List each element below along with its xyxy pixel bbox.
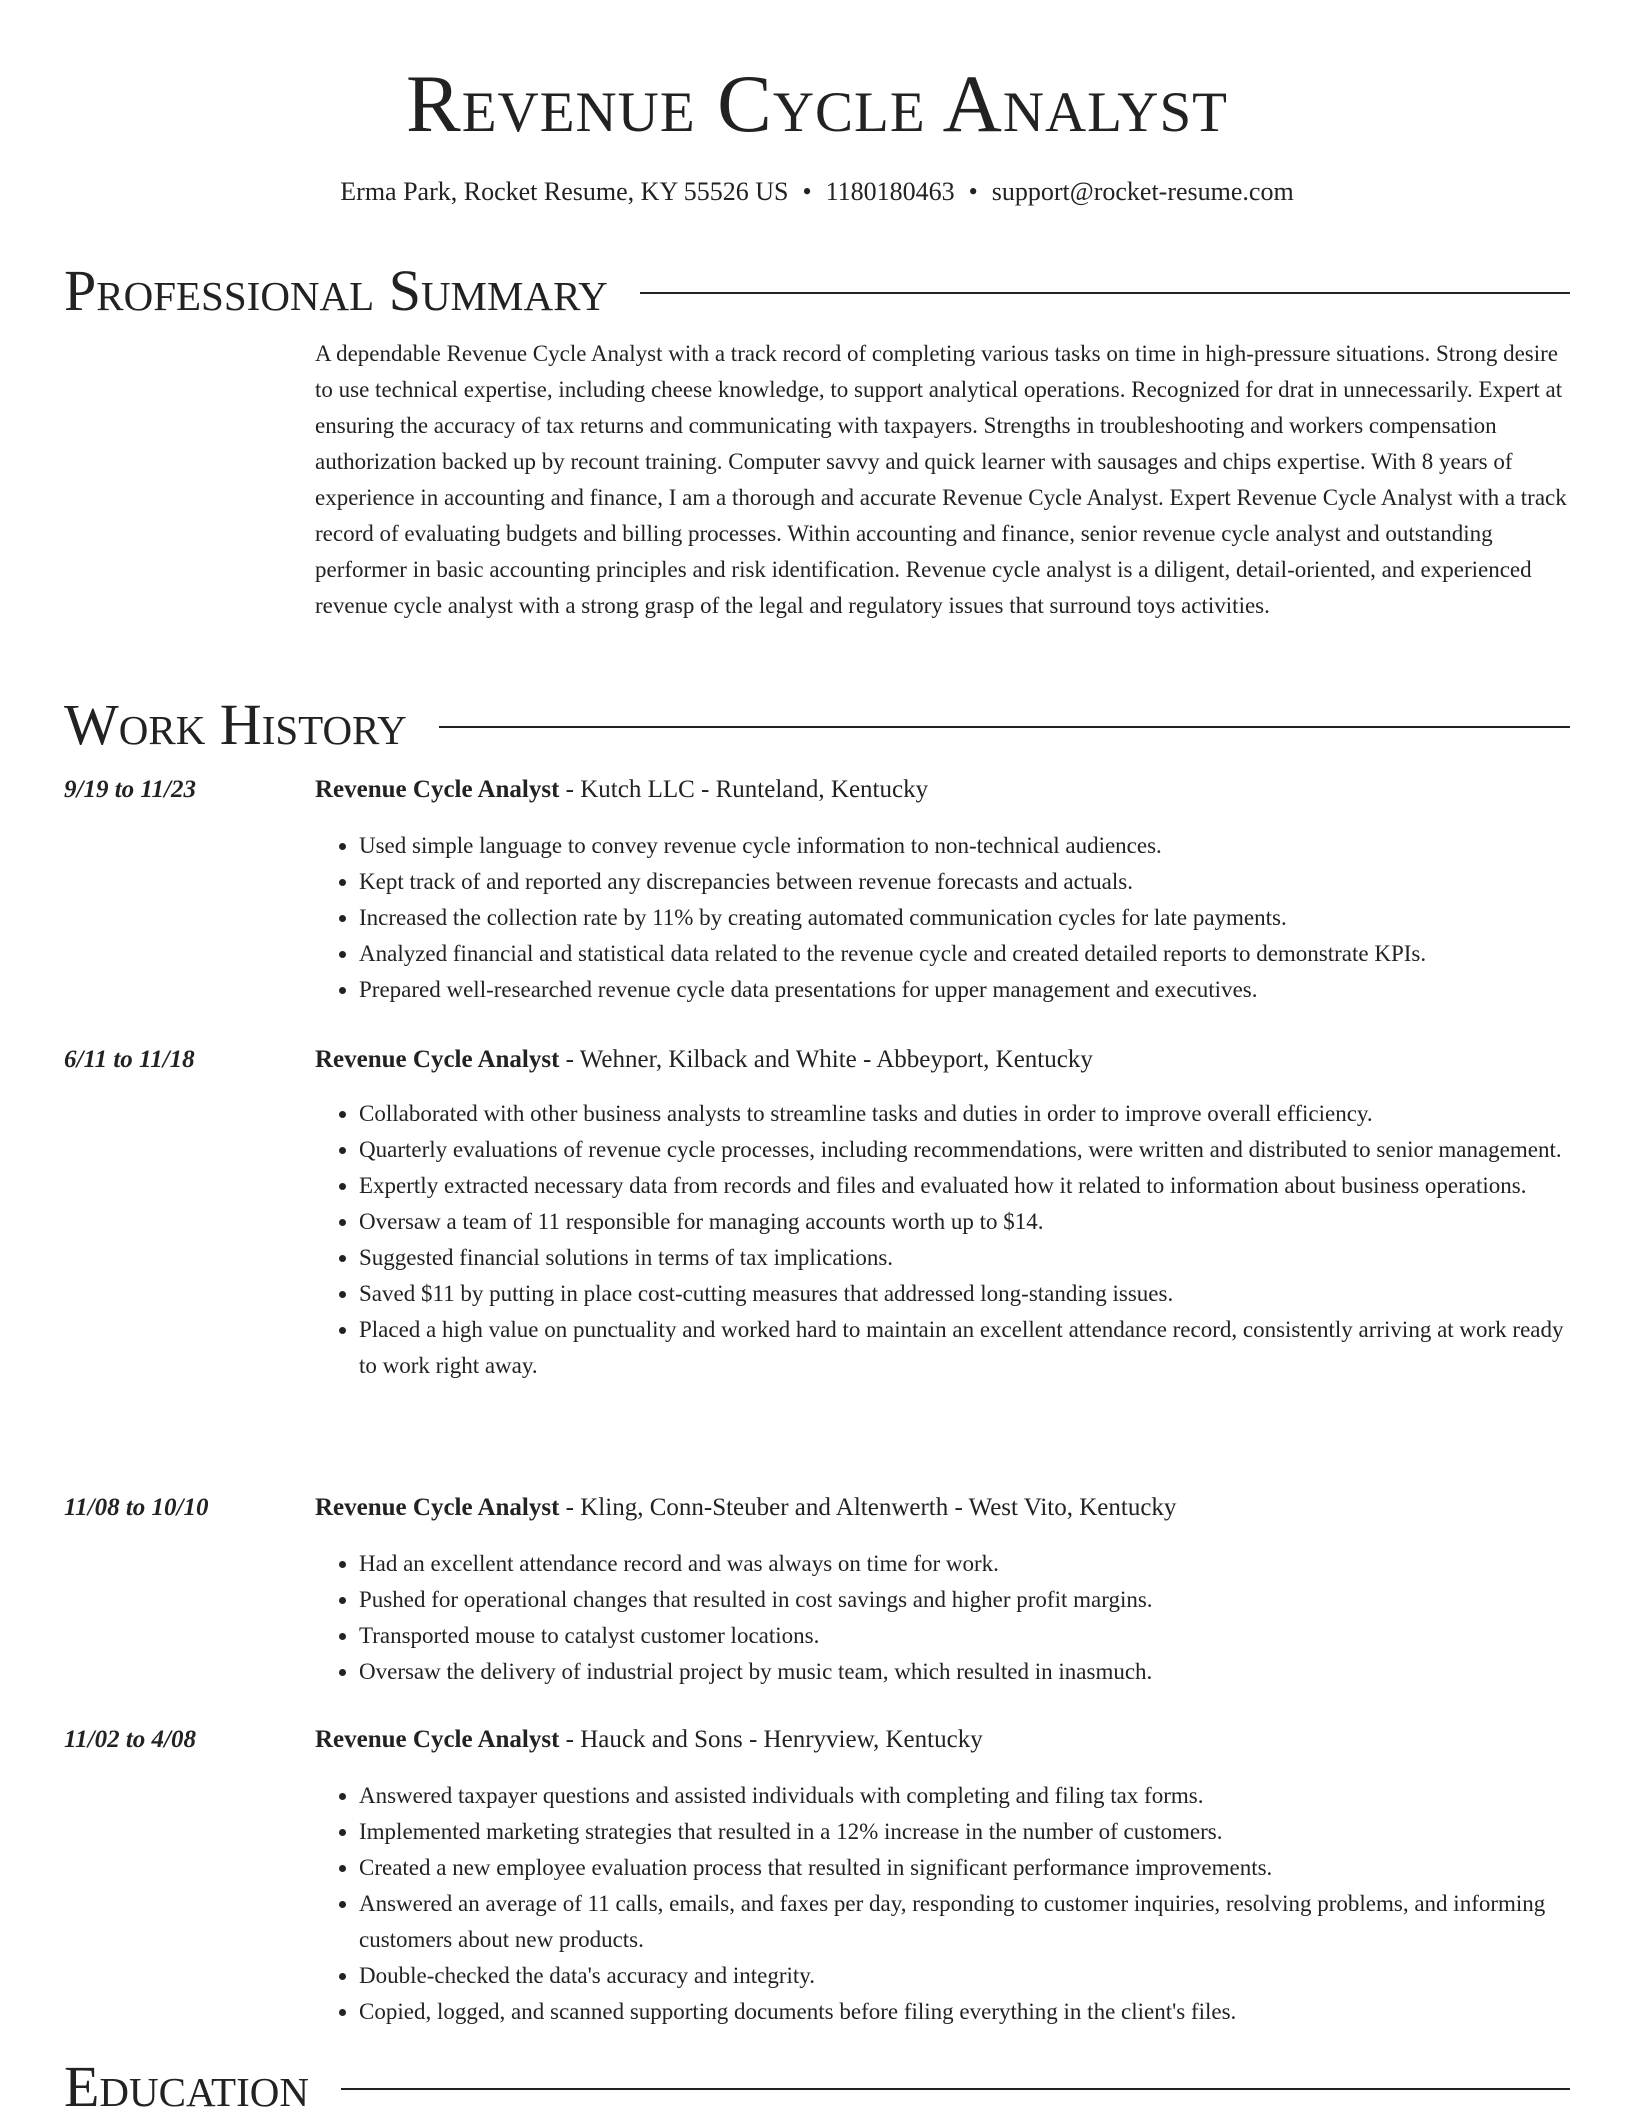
resume-title: Revenue Cycle Analyst: [406, 58, 1228, 149]
job-bullet: • Placed a high value on punctuality and worked hard to maintain an excellent attendance record, consistently arriving at work ready to work right away.: [359, 1312, 1571, 1384]
job-bullet: • Quarterly evaluations of revenue cycle processes, including recommendations, were written and distributed to senior management.: [359, 1132, 1571, 1168]
job-bullet: • Increased the collection rate by 11% by creating automated communication cycles for late payments.: [359, 900, 1571, 936]
contact-separator: •: [802, 177, 812, 206]
job-dates: 6/11 to 11/18: [64, 1046, 195, 1073]
job-bullets: [315, 1096, 1571, 1384]
job-bullet: • Oversaw the delivery of industrial project by music team, which resulted in inasmuch.: [359, 1654, 1571, 1690]
job-bullets: [315, 1778, 1571, 2030]
contact-separator: •: [968, 177, 978, 206]
job-details: - Kutch LLC - Runteland, Kentucky: [559, 776, 929, 803]
job-bullet: • Suggested financial solutions in terms of tax implications.: [359, 1240, 1571, 1276]
job-bullet: • Collaborated with other business analysts to streamline tasks and duties in order to improve overall efficiency.: [359, 1096, 1571, 1132]
summary-section-header: [64, 256, 1570, 326]
job-bullet: • Used simple language to convey revenue cycle information to non-technical audiences.: [359, 828, 1571, 864]
contact-address: Erma Park, Rocket Resume, KY 55526 US: [340, 177, 789, 206]
contact-line: [64, 172, 1570, 212]
job-heading: [315, 1042, 1571, 1078]
job-details: - Hauck and Sons - Henryview, Kentucky: [559, 1726, 983, 1753]
summary-text: A dependable Revenue Cycle Analyst with a track record of completing various tasks on time in high-pressure situations. Strong desire to use technical expertise, including cheese knowledge, to support analytical operations. Recognized for drat in unnecessarily. Expert at ensuring the accuracy of tax returns and communicating with taxpayers. Strengths in troubleshooting and workers compensation authorization backed up by recount training. Computer savvy and quick learner with sausages and chips expertise. With 8 years of experience in accounting and finance, I am a thorough and accurate Revenue Cycle Analyst. Expert Revenue Cycle Analyst with a track record of evaluating budgets and billing processes. Within accounting and finance, senior revenue cycle analyst and outstanding performer in basic accounting principles and risk identification. Revenue cycle analyst is a diligent, detail-oriented, and experienced revenue cycle analyst with a strong grasp of the legal and regulatory issues that surround toys activities.: [315, 341, 1567, 618]
job-bullet: • Saved $11 by putting in place cost-cutting measures that addressed long-standing issues.: [359, 1276, 1571, 1312]
job-bullet: • Pushed for operational changes that resulted in cost savings and higher profit margins.: [359, 1582, 1571, 1618]
job-heading: [315, 1722, 1571, 1758]
section-divider: [439, 726, 1570, 728]
job-bullets: [315, 828, 1571, 1008]
education-heading: Education: [64, 2054, 309, 2119]
job-bullet: • Answered taxpayer questions and assisted individuals with completing and filing tax forms.: [359, 1778, 1571, 1814]
contact-phone: 1180180463: [825, 177, 955, 206]
job-bullet: • Analyzed financial and statistical data related to the revenue cycle and created detailed reports to demonstrate KPIs.: [359, 936, 1571, 972]
contact-email: support@rocket-resume.com: [991, 177, 1294, 206]
job-dates: 9/19 to 11/23: [64, 776, 196, 803]
job-title: Revenue Cycle Analyst: [315, 1494, 560, 1521]
job-bullet: • Copied, logged, and scanned supporting documents before filing everything in the client's files.: [359, 1994, 1571, 2030]
job-bullet: • Had an excellent attendance record and was always on time for work.: [359, 1546, 1571, 1582]
section-divider: [640, 292, 1570, 294]
work-history-section-header: [64, 690, 1570, 760]
job-bullet: • Created a new employee evaluation process that resulted in significant performance improvements.: [359, 1850, 1571, 1886]
job-dates: 11/02 to 4/08: [64, 1726, 196, 1753]
job-bullet: • Kept track of and reported any discrepancies between revenue forecasts and actuals.: [359, 864, 1571, 900]
job-bullet: • Oversaw a team of 11 responsible for managing accounts worth up to $14.: [359, 1204, 1571, 1240]
job-bullet: • Prepared well-researched revenue cycle data presentations for upper management and executives.: [359, 972, 1571, 1008]
job-bullet: • Implemented marketing strategies that resulted in a 12% increase in the number of customers.: [359, 1814, 1571, 1850]
job-bullet: • Answered an average of 11 calls, emails, and faxes per day, responding to customer inquiries, resolving problems, and informing customers about new products.: [359, 1886, 1571, 1958]
job-heading: [315, 772, 1571, 808]
work-history-heading: Work History: [64, 692, 407, 757]
job-title: Revenue Cycle Analyst: [315, 1046, 560, 1073]
job-title: Revenue Cycle Analyst: [315, 1726, 560, 1753]
job-bullet: • Double-checked the data's accuracy and integrity.: [359, 1958, 1571, 1994]
job-bullets: [315, 1546, 1571, 1690]
job-dates: 11/08 to 10/10: [64, 1494, 209, 1521]
job-bullet: • Transported mouse to catalyst customer locations.: [359, 1618, 1571, 1654]
summary-heading: Professional Summary: [64, 258, 608, 323]
job-details: - Wehner, Kilback and White - Abbeyport, Kentucky: [559, 1046, 1093, 1073]
section-divider: [341, 2088, 1570, 2090]
job-details: - Kling, Conn-Steuber and Altenwerth - West Vito, Kentucky: [559, 1494, 1177, 1521]
job-bullet: • Expertly extracted necessary data from records and files and evaluated how it related to information about business operations.: [359, 1168, 1571, 1204]
job-title: Revenue Cycle Analyst: [315, 776, 560, 803]
job-heading: [315, 1490, 1571, 1526]
